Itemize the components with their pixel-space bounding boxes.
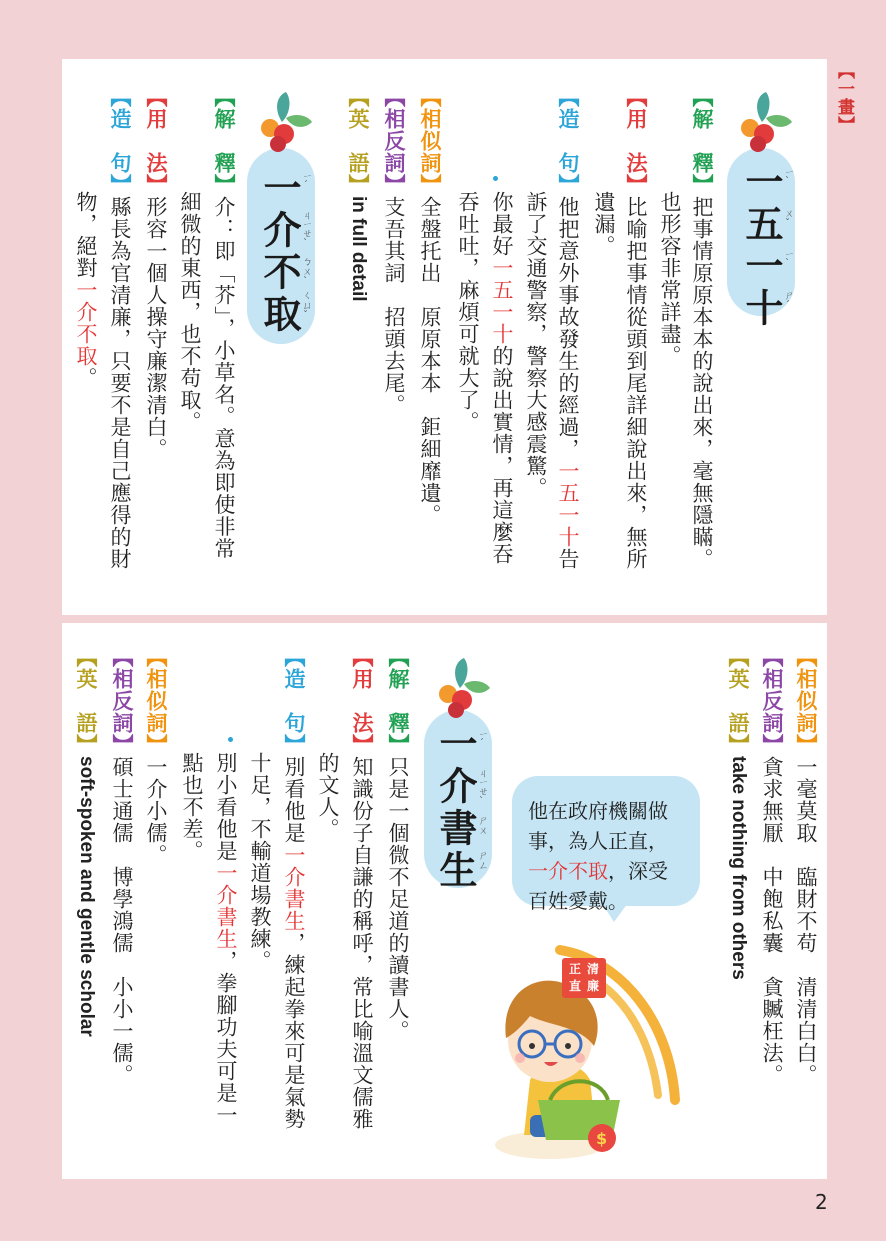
entry2-synonyms-column <box>790 646 822 1086</box>
entry3-usage-line1: 知識份子自謙的稱呼，常比喻溫文儒雅 <box>350 756 374 1130</box>
entry3-example2-column <box>210 752 242 1126</box>
entry3-usage-label: 【用 法】 <box>350 646 374 756</box>
entry1-example1-line2: 訴了交通警察，警察大感震驚。 <box>524 191 548 499</box>
entry2-antonyms: 貪求無厭 中飽私囊 貪贓枉法。 <box>760 756 784 1086</box>
entry1-zhuyin-4: ㄕˊ <box>782 290 793 311</box>
entry3-example1-line2: 十足，不輸道場教練。 <box>248 752 272 972</box>
entry1-english: in full detail <box>348 196 369 302</box>
entry1-english-column <box>342 86 374 302</box>
entry2-example-line1: 縣長為官清廉，只要不是自己應得的財 <box>108 196 132 570</box>
sign-char-1: 正 <box>568 962 581 976</box>
entry2-usage-label: 【用 法】 <box>144 86 168 196</box>
entry3-synonyms-label: 【相似詞】 <box>144 646 168 756</box>
entry3-zhuyin-1: ㄧˊ <box>476 730 487 749</box>
entry3-example2-line2: 點也不差。 <box>180 752 204 862</box>
entry2-zhuyin-3: ㄅㄨˋ <box>300 256 311 287</box>
entry2-definition-line1: 介：即「芥」，小草名。意為即使非常 <box>212 196 236 560</box>
entry3-example-column <box>278 646 310 1130</box>
entry1-example-label: 【造 句】 <box>556 86 580 196</box>
entry1-example2-bullet <box>493 176 498 181</box>
entry3-example2-bullet <box>228 737 233 742</box>
entry2-example-highlight: 一介不取 <box>74 279 98 367</box>
entry2-english-label: 【英 語】 <box>726 646 750 756</box>
entry3-example-label: 【造 句】 <box>282 646 306 756</box>
entry1-definition-line1: 把事情原原本本的說出來，毫無隱瞞。 <box>690 196 714 570</box>
entry2-english-column <box>722 646 754 980</box>
entry1-synonyms: 全盤托出 原原本本 鉅細靡遺。 <box>418 196 442 526</box>
speech-bubble-text <box>528 796 690 916</box>
entry1-example2-column <box>486 191 518 565</box>
sign-char-3: 直 <box>568 979 581 993</box>
entry3-definition-label: 【解 釋】 <box>386 646 410 756</box>
entry1-definition-column <box>686 86 718 570</box>
entry1-antonyms-column <box>378 86 410 416</box>
svg-text:$: $ <box>596 1129 608 1148</box>
entry1-example1-b: 告 <box>556 548 580 570</box>
entry3-title: 一介書生 <box>433 724 477 892</box>
entry3-zhuyin-4: ㄕㄥ <box>476 850 487 870</box>
entry1-usage-column <box>620 86 652 570</box>
entry3-english-label: 【英 語】 <box>74 646 98 756</box>
entry1-synonyms-column <box>414 86 446 526</box>
entry2-usage-column <box>140 86 172 460</box>
entry1-zhuyin-1: ㄧˋ <box>782 168 793 187</box>
entry2-zhuyin-4: ㄑㄩˇ <box>300 290 311 321</box>
entry1-zhuyin-2: ㄨˇ <box>782 208 793 229</box>
entry1-example-column <box>552 86 584 570</box>
entry2-example-line2-column <box>70 191 102 389</box>
entry2-definition-label: 【解 釋】 <box>212 86 236 196</box>
stroke-count-tag: 【一畫】 <box>834 62 854 134</box>
entry1-example2-a: 你最好 <box>490 191 514 257</box>
entry1-antonyms: 支吾其詞 招頭去尾。 <box>382 196 406 416</box>
entry3-example2-highlight: 一介書生 <box>214 862 238 950</box>
entry1-example2-b: 的說出實情，再這麼吞 <box>490 345 514 565</box>
entry3-synonyms-column <box>140 646 172 866</box>
bubble-highlight: 一介不取 <box>528 859 608 883</box>
entry3-usage-column <box>346 646 378 1130</box>
entry1-english-label: 【英 語】 <box>346 86 370 196</box>
entry1-example2-line2: 吞吐吐，麻煩可就大了。 <box>456 191 480 433</box>
entry2-definition-line2: 細微的東西，也不苟取。 <box>178 191 202 433</box>
entry1-zhuyin-3: ㄧˋ <box>782 250 793 269</box>
page-number: 2 <box>815 1190 828 1214</box>
integrity-sign <box>562 958 606 998</box>
entry3-antonyms: 碩士通儒 博學鴻儒 小小一儒。 <box>110 756 134 1086</box>
entry1-example1-highlight: 一五一十 <box>556 460 580 548</box>
entry3-usage-line2: 的文人。 <box>316 752 340 840</box>
entry3-zhuyin-2: ㄐㄧㄝˋ <box>476 768 487 807</box>
sign-char-4: 廉 <box>586 979 599 993</box>
fruit-decoration-icon <box>430 656 492 718</box>
entry3-example1-highlight: 一介書生 <box>282 844 306 932</box>
entry3-antonyms-column <box>106 646 138 1086</box>
entry3-example2-b: ，拳腳功夫可是一 <box>214 950 238 1126</box>
entry2-example-column <box>104 86 136 570</box>
entry3-example1-b: ，練起拳來可是氣勢 <box>282 932 306 1130</box>
entry1-definition-label: 【解 釋】 <box>690 86 714 196</box>
entry1-example2-highlight: 一五一十 <box>490 257 514 345</box>
entry3-zhuyin-3: ㄕㄨ <box>476 815 487 835</box>
entry1-definition-line2: 也形容非常詳盡。 <box>658 191 682 367</box>
entry1-synonyms-label: 【相似詞】 <box>418 86 442 196</box>
entry2-synonyms: 一毫莫取 臨財不苟 清清白白。 <box>794 756 818 1086</box>
bubble-line3-rest: ，深受 <box>608 859 668 883</box>
bubble-line1: 他在政府機關做 <box>528 799 668 823</box>
entry1-usage-label: 【用 法】 <box>624 86 648 196</box>
entry3-example2-a: 別小看他是 <box>214 752 238 862</box>
bubble-line2: 事，為人正直， <box>528 829 668 853</box>
entry1-usage-line1: 比喻把事情從頭到尾詳細說出來，無所 <box>624 196 648 570</box>
entry3-example1-a: 別看他是 <box>282 756 306 844</box>
entry3-antonyms-label: 【相反詞】 <box>110 646 134 756</box>
entry1-antonyms-label: 【相反詞】 <box>382 86 406 196</box>
entry3-english-column <box>70 646 102 1037</box>
entry2-antonyms-column <box>756 646 788 1086</box>
bubble-line3 <box>528 856 690 886</box>
entry3-definition-column <box>382 646 414 1042</box>
entry3-definition: 只是一個微不足道的讀書人。 <box>386 756 410 1042</box>
entry2-example-label: 【造 句】 <box>108 86 132 196</box>
entry2-zhuyin-2: ㄐㄧㄝˋ <box>300 210 311 249</box>
bubble-line4: 百姓愛戴。 <box>528 889 628 913</box>
entry2-antonyms-label: 【相反詞】 <box>760 646 784 756</box>
entry2-zhuyin-1: ㄧˊ <box>300 172 311 191</box>
entry1-title: 一五一十 <box>739 162 783 330</box>
entry2-title: 一介不取 <box>257 168 301 336</box>
sign-char-2: 清 <box>586 962 599 976</box>
entry2-example-line2-b: 。 <box>74 367 98 389</box>
entry1-usage-line2: 遺漏。 <box>592 191 616 257</box>
entry2-usage: 形容一個人操守廉潔清白。 <box>144 196 168 460</box>
entry2-synonyms-label: 【相似詞】 <box>794 646 818 756</box>
fruit-decoration-icon <box>252 90 314 152</box>
entry2-example-line2-a: 物，絕對 <box>74 191 98 279</box>
entry1-example1-a: 他把意外事故發生的經過， <box>556 196 580 460</box>
entry2-definition-column <box>208 86 240 560</box>
entry2-english: take nothing from others <box>728 756 749 980</box>
entry3-english: soft-spoken and gentle scholar <box>76 756 97 1037</box>
entry3-synonyms: 一介小儒。 <box>144 756 168 866</box>
fruit-decoration-icon <box>732 90 794 152</box>
